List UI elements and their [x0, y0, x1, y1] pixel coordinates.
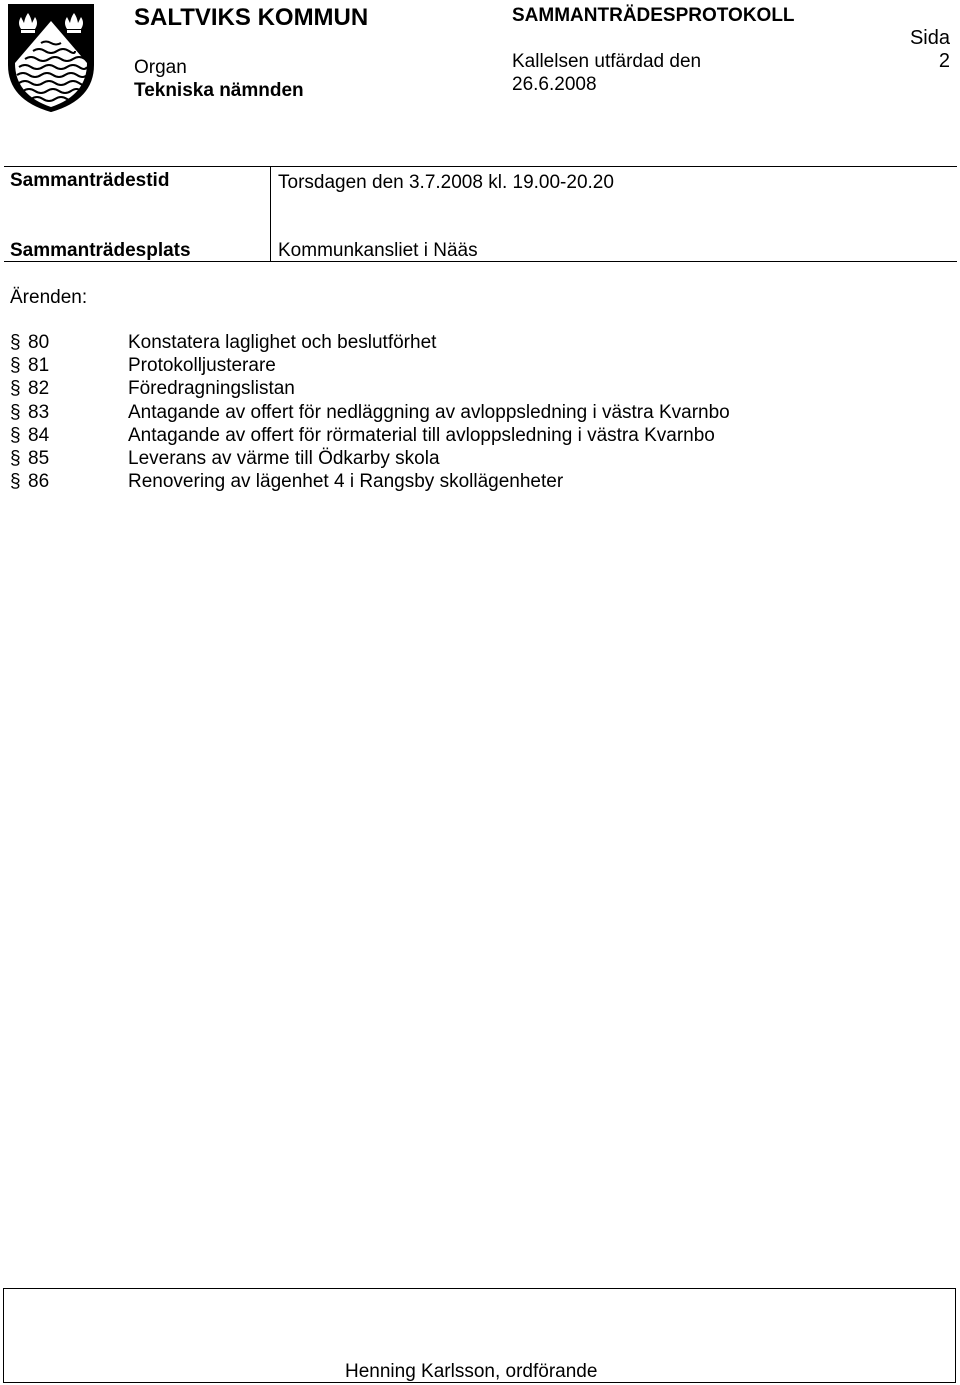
item-title: Protokolljusterare: [128, 354, 276, 376]
item-title: Renovering av lägenhet 4 i Rangsby skollägenheter: [128, 471, 564, 493]
item-number: 86: [28, 471, 50, 493]
meeting-time-label: Sammanträdestid: [10, 170, 170, 191]
section-symbol: §: [10, 471, 21, 493]
agenda-heading: Ärenden:: [10, 287, 88, 308]
signature-name: Henning Karlsson, ordförande: [345, 1361, 598, 1382]
item-number: 85: [28, 448, 50, 470]
section-symbol: §: [10, 424, 21, 446]
agenda-list: [10, 331, 730, 494]
list-item: [10, 378, 730, 401]
section-symbol: §: [10, 354, 21, 376]
table-divider: [270, 166, 271, 262]
table-top-border: [4, 166, 957, 167]
item-title: Leverans av värme till Ödkarby skola: [128, 448, 440, 470]
notice-label: Kallelsen utfärdad den: [512, 51, 702, 72]
item-title: Föredragningslistan: [128, 378, 295, 400]
item-title: Antagande av offert för nedläggning av avloppsledning i västra Kvarnbo: [128, 401, 730, 423]
section-symbol: §: [10, 331, 21, 353]
organ-value: Tekniska nämnden: [134, 80, 304, 101]
document-type: SAMMANTRÄDESPROTOKOLL: [512, 5, 795, 26]
notice-date: 26.6.2008: [512, 74, 597, 95]
list-item: [10, 447, 730, 470]
page-label: Sida: [909, 27, 950, 49]
item-number: 81: [28, 354, 50, 376]
list-item: [10, 471, 730, 494]
item-number: 82: [28, 378, 50, 400]
section-symbol: §: [10, 448, 21, 470]
list-item: [10, 424, 730, 447]
section-symbol: §: [10, 378, 21, 400]
meeting-place-value: Kommunkansliet i Nääs: [278, 240, 478, 261]
meeting-time-value: Torsdagen den 3.7.2008 kl. 19.00-20.20: [278, 172, 614, 193]
list-item: [10, 401, 730, 424]
item-title: Konstatera laglighet och beslutförhet: [128, 331, 437, 353]
section-symbol: §: [10, 401, 21, 423]
meeting-place-label: Sammanträdesplats: [10, 240, 191, 261]
item-number: 80: [28, 331, 50, 353]
organ-label: Organ: [134, 57, 187, 78]
item-title: Antagande av offert för rörmaterial till avloppsledning i västra Kvarnbo: [128, 424, 715, 446]
list-item: [10, 354, 730, 377]
coat-of-arms-logo: [7, 3, 95, 113]
municipality-name: SALTVIKS KOMMUN: [134, 4, 369, 31]
page-number: 2: [938, 50, 950, 72]
item-number: 83: [28, 401, 50, 423]
item-number: 84: [28, 424, 50, 446]
list-item: [10, 331, 730, 354]
